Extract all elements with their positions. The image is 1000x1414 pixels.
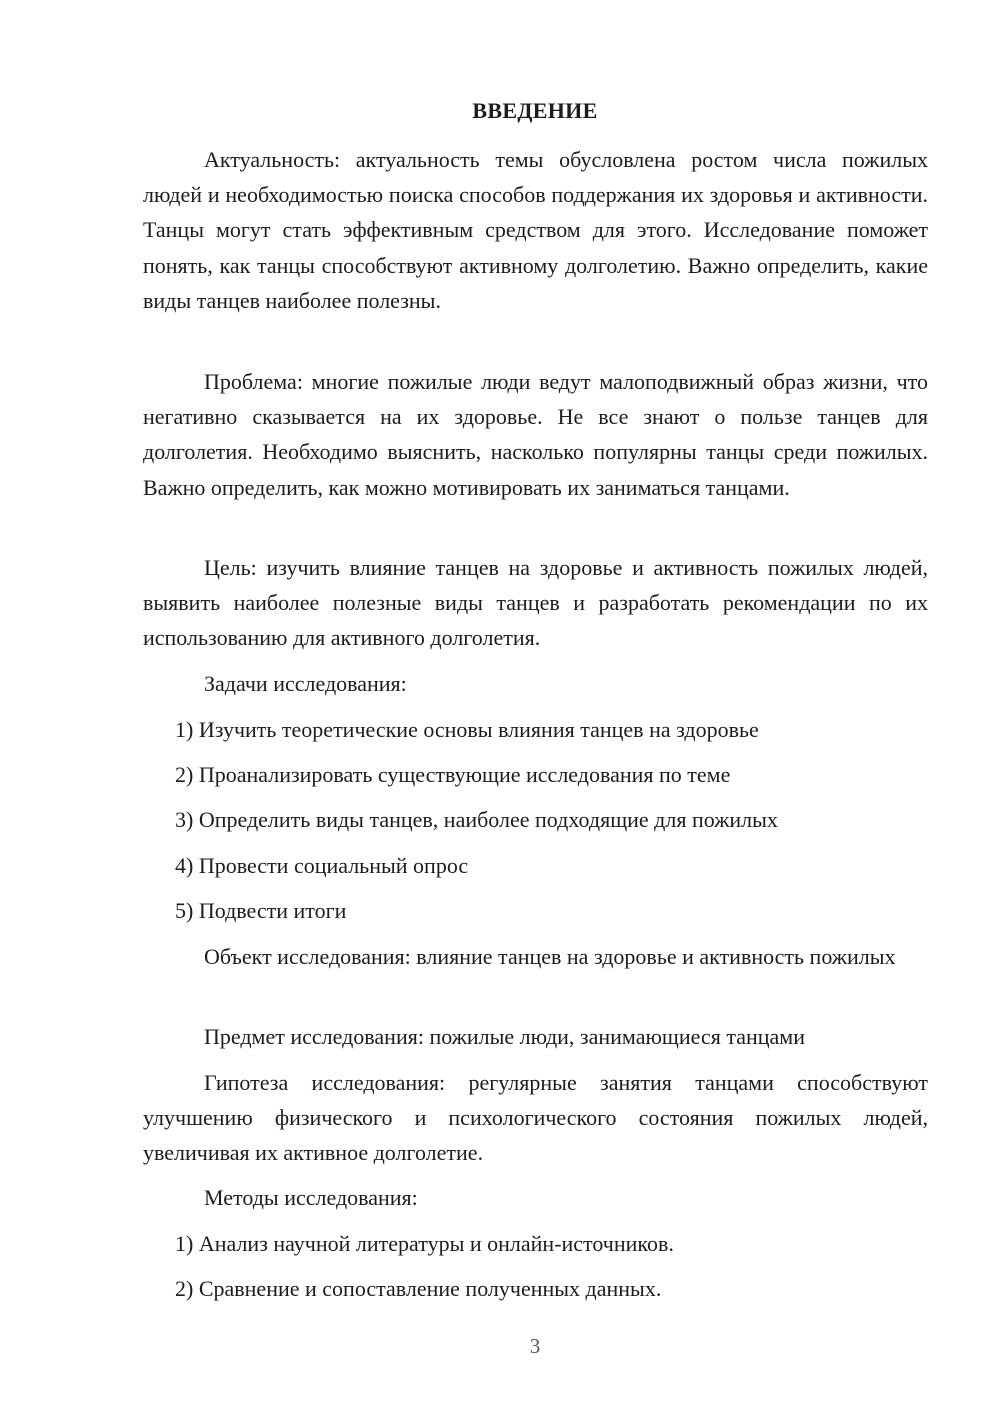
paragraph-subject: Предмет исследования: пожилые люди, занимающиеся танцами [204,1024,805,1049]
task-item-2: 2) Проанализировать существующие исследования по теме [175,762,731,787]
task-item-5: 5) Подвести итоги [175,898,347,923]
task-item-3: 3) Определить виды танцев, наиболее подходящие для пожилых [175,807,778,832]
page-number: 3 [529,1334,541,1358]
paragraph-goal: Цель: изучить влияние танцев на здоровье и активность пожилых людей, выявить наиболее полезные виды танцев и разработать рекомендации по их использованию для активного долголетия. [143,555,928,651]
paragraph-object: Объект исследования: влияние танцев на здоровье и активность пожилых [204,944,896,969]
paragraph-relevance: Актуальность: актуальность темы обусловлена ростом числа пожилых людей и необходимостью поиска способов поддержания их здоровья и активности. Танцы могут стать эффективным средством для этого. Исследование поможет понять, как танцы способствуют активному долголетию. Важно определить, какие виды танцев наиболее полезны. [143,147,928,313]
task-item-1: 1) Изучить теоретические основы влияния танцев на здоровье [175,717,759,742]
task-item-4: 4) Провести социальный опрос [175,853,469,878]
paragraph-hypothesis: Гипотеза исследования: регулярные занятия танцами способствуют улучшению физического и психологического состояния пожилых людей, увеличивая их активное долголетие. [143,1070,928,1166]
method-item-1: 1) Анализ научной литературы и онлайн-источников. [175,1231,674,1256]
tasks-title: Задачи исследования: [204,671,407,696]
paragraph-problem: Проблема: многие пожилые люди ведут малоподвижный образ жизни, что негативно сказывается на их здоровье. Не все знают о пользе танцев для долголетия. Необходимо выяснить, насколько популярны танцы среди пожилых. Важно определить, как можно мотивировать их заниматься танцами. [143,369,928,500]
page-title: ВВЕДЕНИЕ [472,98,598,123]
methods-title: Методы исследования: [204,1185,418,1210]
method-item-2: 2) Сравнение и сопоставление полученных данных. [175,1276,662,1301]
